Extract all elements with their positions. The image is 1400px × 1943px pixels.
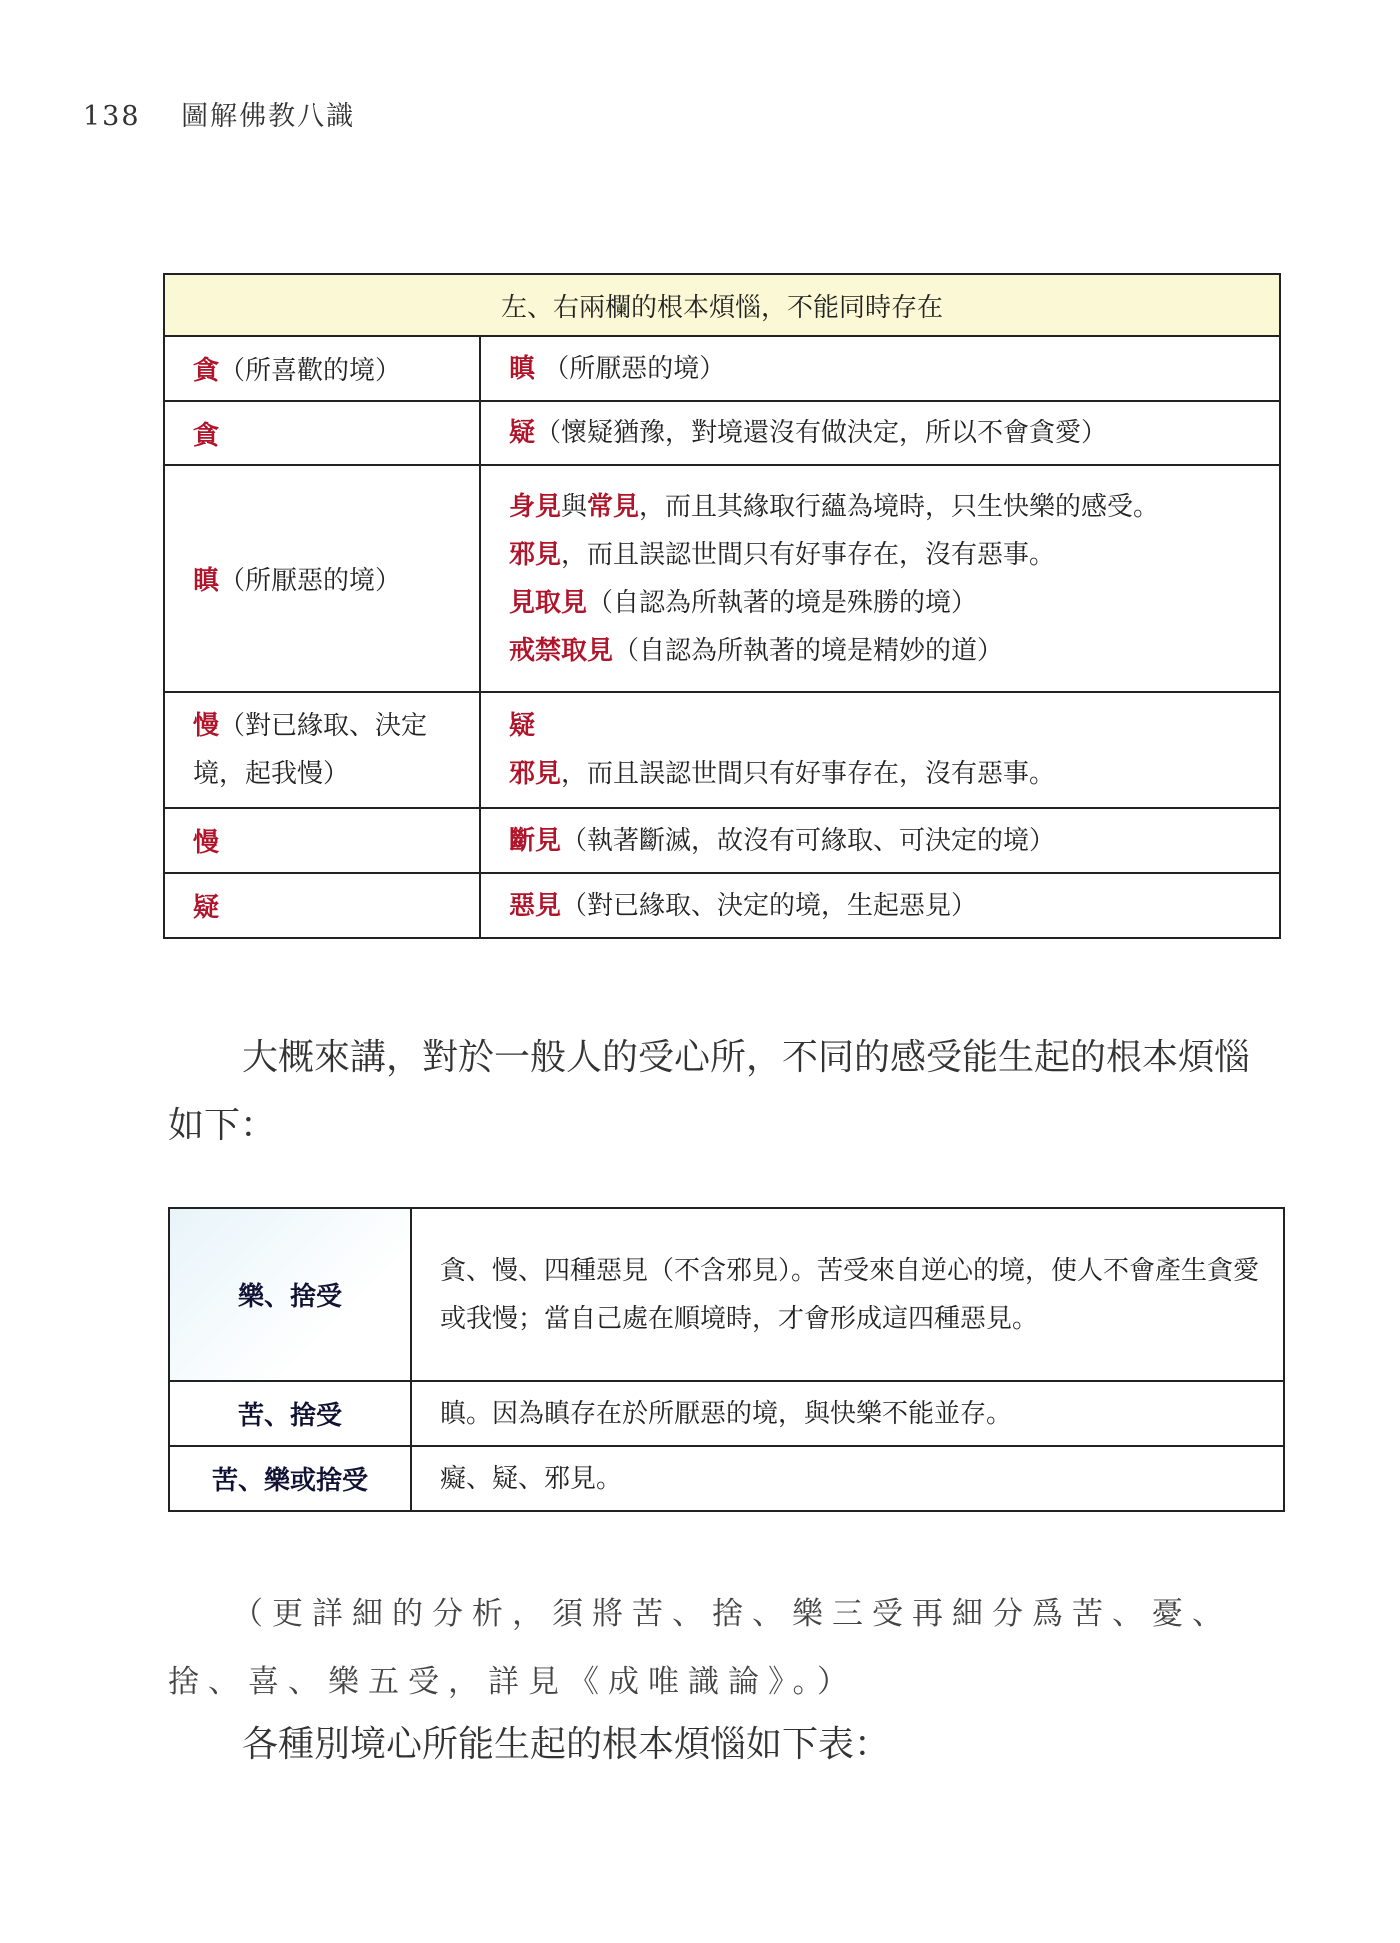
left-cell (164, 336, 480, 401)
feeling-cell: 苦、樂或捨受 (169, 1446, 411, 1511)
right-cell (480, 873, 1280, 938)
paragraph-feelings: 大概來講，對於一般人的受心所，不同的感受能生起的根本煩惱如下： (168, 1037, 1251, 1146)
right-cell (480, 401, 1280, 465)
page-number: 138 (83, 101, 141, 132)
text-segment: （對已緣取、決定境，起我慢） (193, 711, 428, 789)
table-row (164, 692, 1280, 808)
left-cell (164, 808, 480, 873)
text-segment: （所喜歡的境） (219, 356, 402, 386)
text-segment: （執著斷滅，故沒有可緣取、可決定的境） (561, 825, 1056, 856)
highlighted-term: 見取見 (509, 587, 588, 618)
highlighted-term: 慢 (193, 711, 220, 741)
left-cell (164, 873, 480, 938)
afflictions-cell: 貪、慢、四種惡見（不含邪見）。苦受來自逆心的境，使人不會產生貪愛或我慢；當自己處在順境時，才會形成這四種惡見。 (411, 1208, 1284, 1381)
table-row (164, 808, 1280, 873)
cell-line (509, 579, 1279, 627)
afflictions-cell: 癡、疑、邪見。 (411, 1446, 1284, 1511)
highlighted-term: 疑 (193, 893, 220, 923)
text-segment: ，而且誤認世間只有好事存在，沒有惡事。 (561, 759, 1056, 789)
table-row (164, 336, 1280, 401)
note-paragraph: （更詳細的分析，須將苦、捨、樂三受再細分爲苦、憂、捨、喜、樂五受，詳見《成唯識論》。） (168, 1596, 1232, 1700)
table-row (164, 873, 1280, 938)
text-segment: （懷疑猶豫，對境還沒有做決定，所以不會貪愛） (535, 418, 1108, 448)
highlighted-term: 邪見 (509, 759, 562, 789)
highlighted-term: 常見 (587, 491, 640, 522)
highlighted-term: 貪 (193, 356, 220, 386)
text-segment: 與 (561, 491, 588, 522)
right-cell (480, 336, 1280, 401)
text-segment: ，而且誤認世間只有好事存在，沒有惡事。 (561, 539, 1056, 570)
cell-line (509, 531, 1279, 579)
left-cell (164, 401, 480, 465)
paragraph-table-intro: 各種別境心所能生起的根本煩惱如下表： (242, 1724, 891, 1765)
highlighted-term: 瞋 (509, 353, 536, 384)
table-row (164, 401, 1280, 465)
book-title: 圖解佛教八識 (181, 101, 356, 132)
table-title: 左、右兩欄的根本煩惱，不能同時存在 (164, 274, 1280, 336)
highlighted-term: 邪見 (509, 539, 562, 570)
right-cell (480, 465, 1280, 692)
cell-line (509, 627, 1279, 675)
highlighted-term: 慢 (193, 828, 220, 858)
left-cell (164, 692, 480, 808)
text-segment: （自認為所執著的境是精妙的道） (613, 635, 1004, 666)
feeling-cell: 樂、捨受 (169, 1208, 411, 1381)
right-cell (480, 808, 1280, 873)
right-cell (480, 692, 1280, 808)
text-segment: （自認為所執著的境是殊勝的境） (587, 587, 978, 618)
text-segment: ，而且其緣取行蘊為境時，只生快樂的感受。 (639, 491, 1160, 522)
feelings-afflictions-table (168, 1207, 1285, 1512)
afflictions-cell: 瞋。因為瞋存在於所厭惡的境，與快樂不能並存。 (411, 1381, 1284, 1446)
table-row (169, 1208, 1284, 1381)
cell-line (509, 345, 1279, 393)
highlighted-term: 貪 (193, 420, 220, 451)
cell-line (509, 882, 1279, 930)
highlighted-term: 疑 (509, 418, 536, 448)
text-segment: （對已緣取、決定的境，生起惡見） (561, 890, 978, 921)
table-row (169, 1381, 1284, 1446)
highlighted-term: 疑 (509, 711, 536, 741)
cell-line (509, 409, 1279, 457)
afflictions-exclusion-table (163, 273, 1281, 939)
running-head (83, 94, 355, 133)
cell-line (509, 750, 1279, 798)
highlighted-term: 身見 (509, 491, 562, 522)
cell-line (509, 483, 1279, 531)
text-segment: （所厭惡的境） (535, 353, 726, 384)
cell-line (509, 817, 1279, 865)
table-row (164, 465, 1280, 692)
cell-line (509, 702, 1279, 750)
table-row (169, 1446, 1284, 1511)
left-cell (164, 465, 480, 692)
text-segment: （所厭惡的境） (219, 566, 402, 596)
feeling-cell: 苦、捨受 (169, 1381, 411, 1446)
highlighted-term: 瞋 (193, 566, 220, 596)
highlighted-term: 惡見 (509, 890, 562, 921)
highlighted-term: 斷見 (509, 825, 562, 856)
highlighted-term: 戒禁取見 (509, 635, 614, 666)
